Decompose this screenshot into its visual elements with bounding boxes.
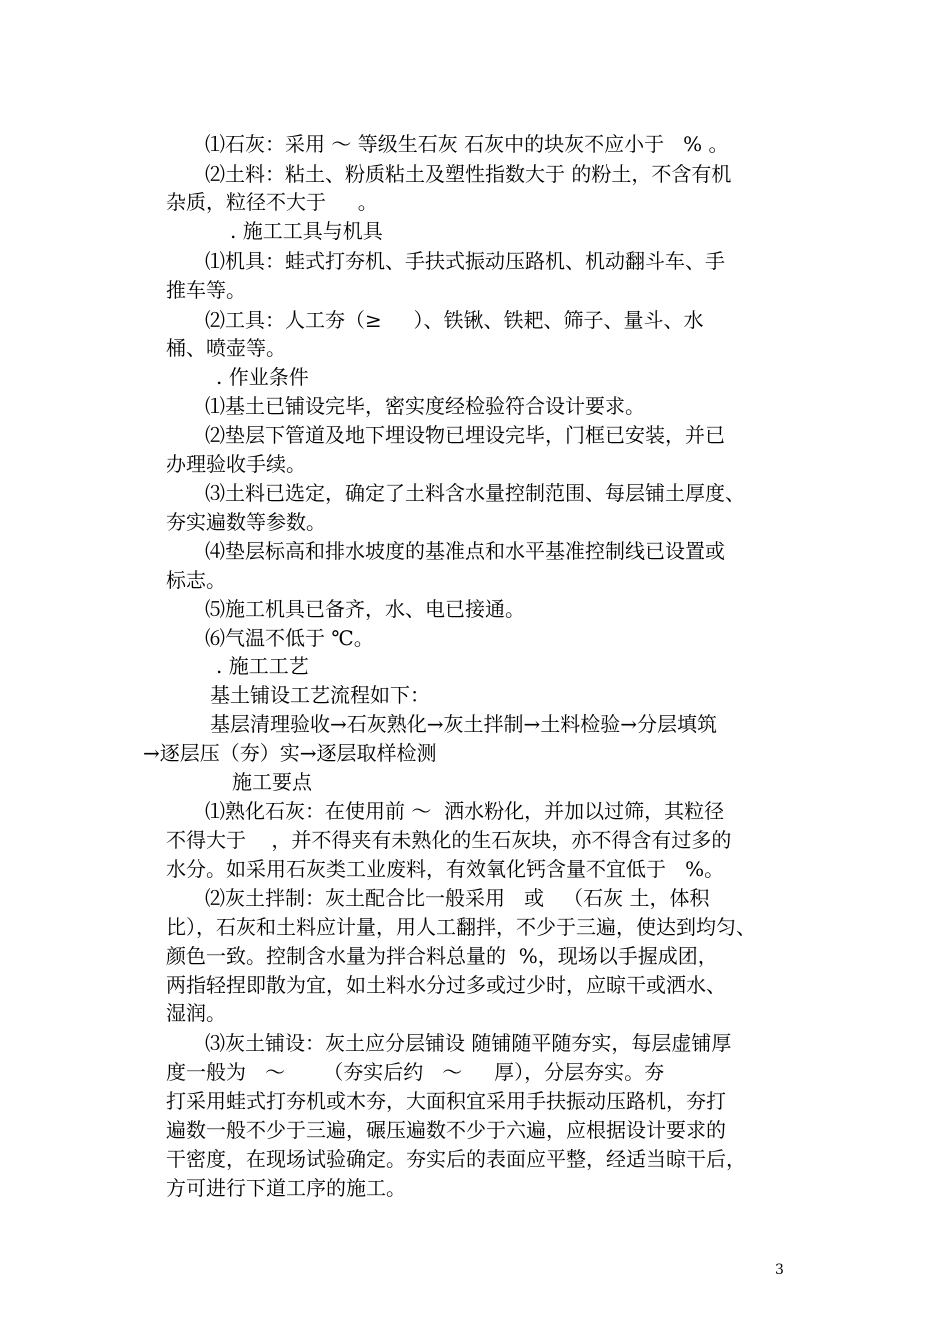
text-line: 颜色一致。控制含水量为拌合料总量的 %，现场以手握成团， (166, 944, 718, 968)
text-line: ⑴石灰：采用 ～ 等级生石灰 石灰中的块灰不应小于 % 。 (205, 132, 729, 156)
text-line: 基土铺设工艺流程如下： (210, 683, 430, 707)
text-line: 遍数一般不少于三遍，碾压遍数不少于六遍，应根据设计要求的 (166, 1118, 726, 1142)
text-line: 方可进行下道工序的施工。 (166, 1176, 406, 1200)
text-line: ⑶土料已选定，确定了土料含水量控制范围、每层铺土厚度、 (205, 481, 745, 505)
text-line: 两指轻捏即散为宜，如土料水分过多或过少时，应晾干或洒水、 (166, 973, 726, 997)
text-line: →逐层压（夯）实→逐层取样检测 (143, 741, 437, 765)
section-heading: . 作业条件 (216, 365, 309, 389)
section-heading: . 施工工具与机具 (230, 219, 383, 243)
text-line: 杂质，粒径不大于 。 (166, 190, 378, 214)
text-line: 不得大于 ，并不得夹有未熟化的生石灰块，亦不得含有过多的 (166, 828, 732, 852)
text-line: 夯实遍数等参数。 (166, 510, 326, 534)
text-line: 标志。 (166, 568, 226, 592)
text-line: ⑵土料：粘土、粉质粘土及塑性指数大于 的粉土，不含有机 (205, 162, 732, 186)
page-number: 3 (775, 1262, 784, 1278)
text-line: 桶、喷壶等。 (166, 336, 286, 360)
section-heading: . 施工工艺 (216, 654, 309, 678)
text-line: ⑵灰土拌制：灰土配合比一般采用 或 （石灰 土，体积 (205, 886, 710, 910)
text-line: ⑴熟化石灰：在使用前 ～ 洒水粉化，并加以过筛，其粒径 (205, 799, 725, 823)
text-line: 比），石灰和土料应计量，用人工翻拌，不少于三遍，使达到均匀、 (166, 915, 756, 939)
text-line: 干密度，在现场试验确定。夯实后的表面应平整，经适当晾干后， (166, 1147, 746, 1171)
section-heading: 施工要点 (232, 770, 312, 794)
text-line: ⑴基土已铺设完毕，密实度经检验符合设计要求。 (205, 394, 645, 418)
text-line: ⑷垫层标高和排水坡度的基准点和水平基准控制线已设置或 (205, 539, 725, 563)
text-line: 度一般为 ～ （夯实后约 ～ 厚），分层夯实。夯 (166, 1060, 665, 1084)
text-line: 办理验收手续。 (166, 452, 306, 476)
text-line: 基层清理验收→石灰熟化→灰土拌制→土料检验→分层填筑 (210, 712, 718, 736)
text-line: ⑴机具：蛙式打夯机、手扶式振动压路机、机动翻斗车、手 (205, 249, 725, 273)
text-line: ⑵工具：人工夯（≥ ）、铁锹、铁耙、筛子、量斗、水 (205, 308, 704, 332)
text-line: 推车等。 (166, 278, 246, 302)
text-line: ⑹气温不低于 ℃。 (205, 626, 374, 650)
text-line: ⑶灰土铺设：灰土应分层铺设 随铺随平随夯实，每层虚铺厚 (205, 1031, 732, 1055)
text-line: ⑵垫层下管道及地下埋设物已埋设完毕，门框已安装，并已 (205, 423, 725, 447)
text-line: ⑸施工机具已备齐，水、电已接通。 (205, 597, 525, 621)
text-line: 水分。如采用石灰类工业废料，有效氧化钙含量不宜低于 %。 (166, 857, 725, 881)
text-line: 湿润。 (166, 1001, 226, 1025)
text-line: 打采用蛙式打夯机或木夯，大面积宜采用手扶振动压路机，夯打 (166, 1089, 726, 1113)
